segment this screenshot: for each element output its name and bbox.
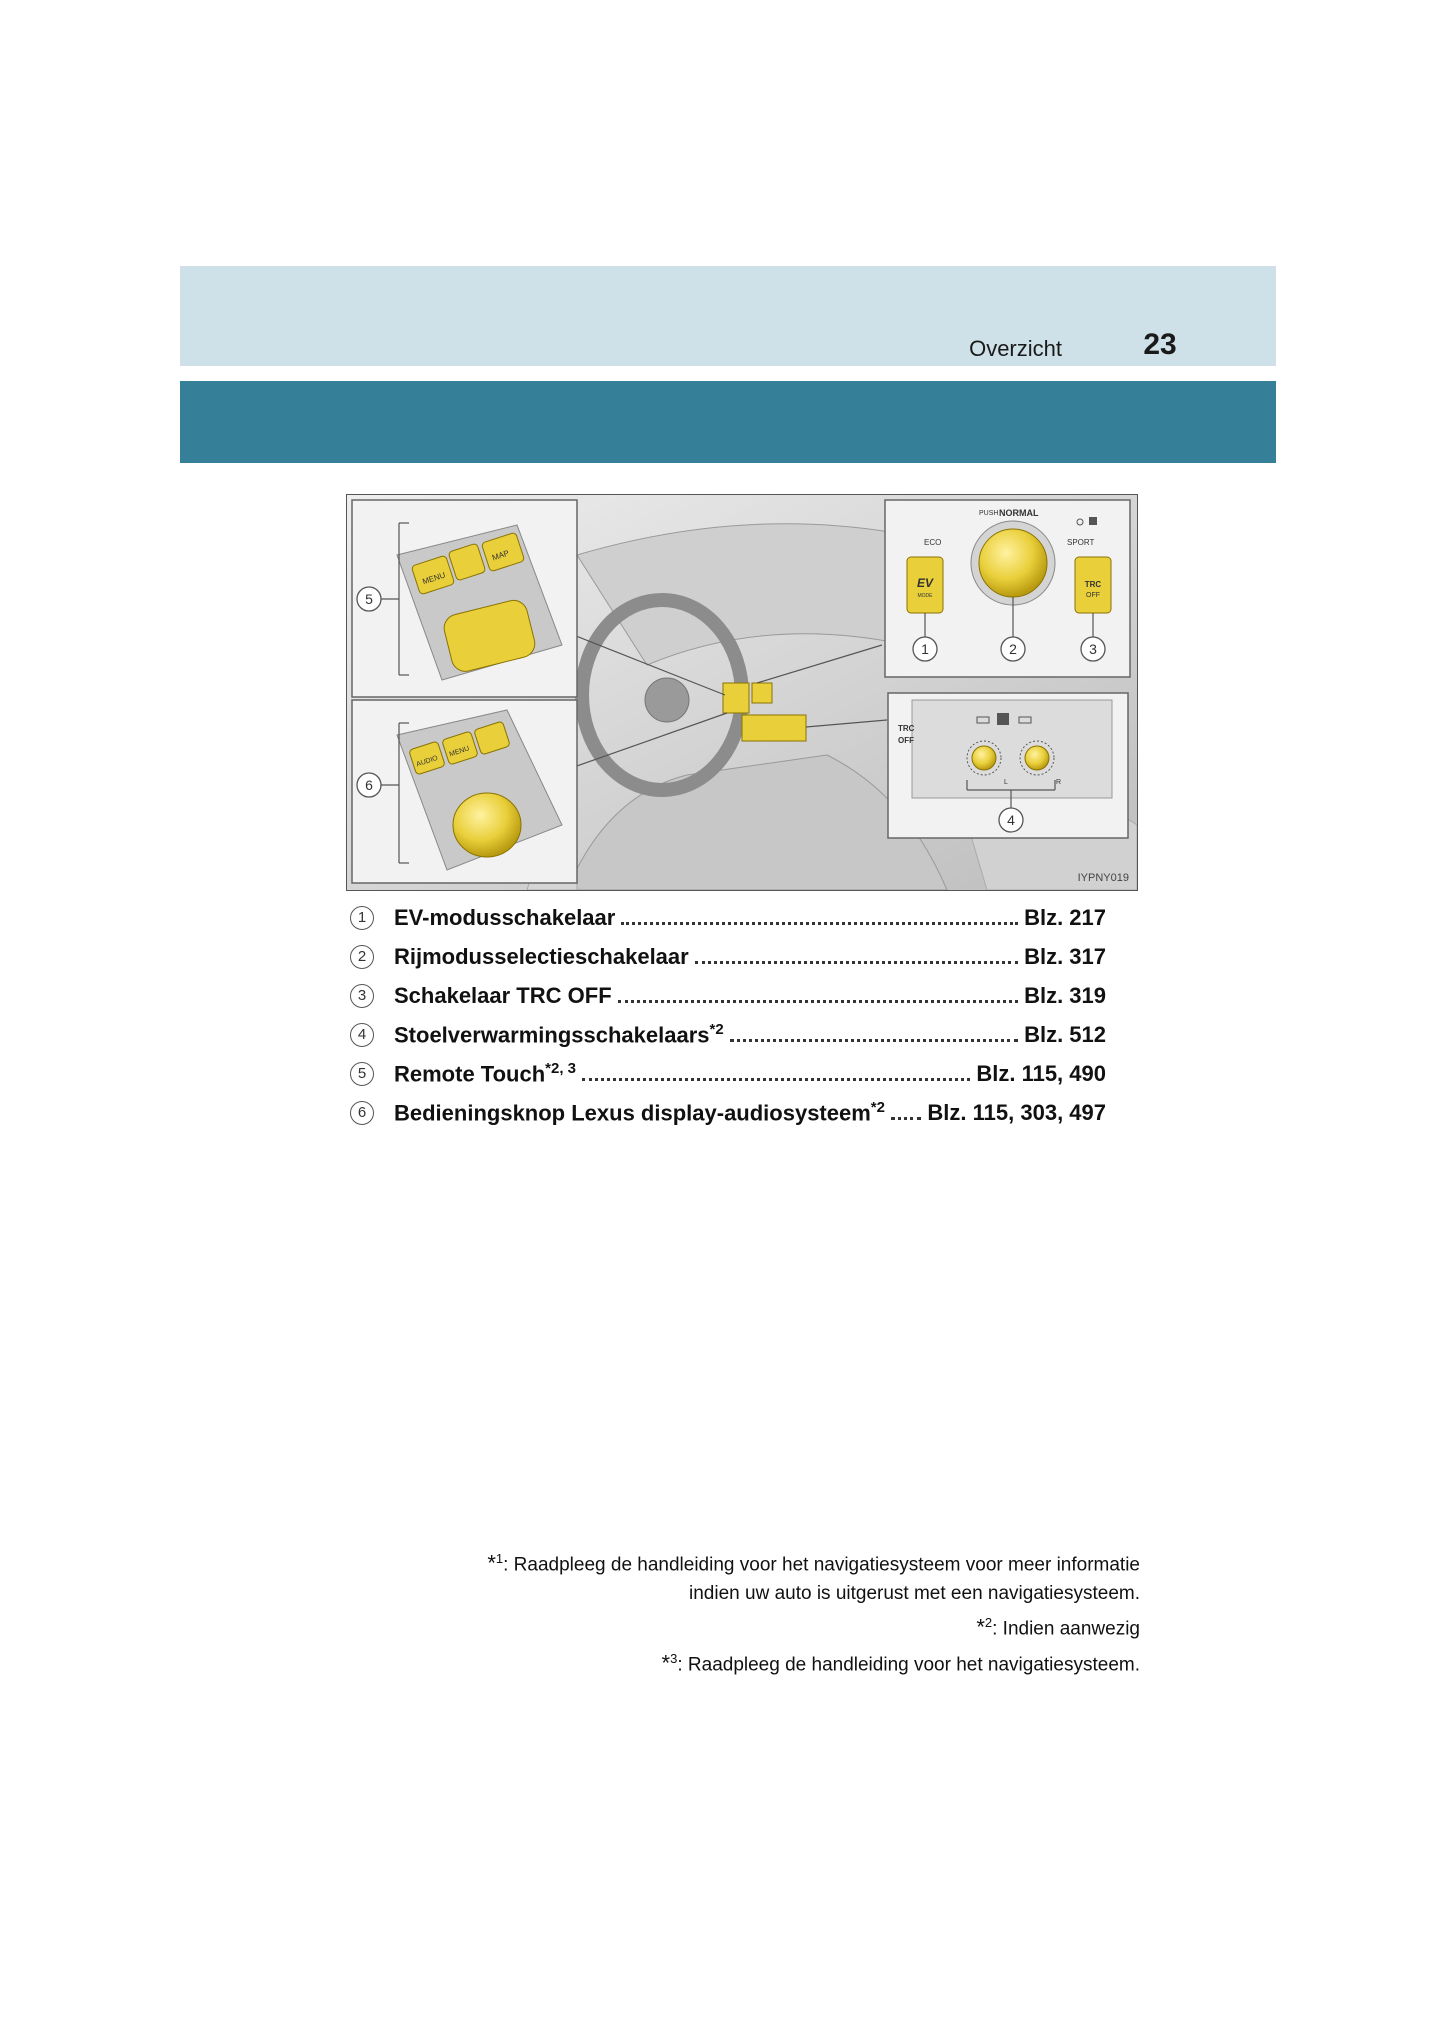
svg-text:MAP: MAP [490, 548, 511, 563]
footnote-number: 3 [670, 1650, 678, 1666]
svg-text:EV: EV [916, 576, 934, 590]
footnote-mark: * [487, 1550, 496, 1576]
footnote-number: 2 [984, 1615, 993, 1631]
reference-item [350, 1093, 1140, 1132]
reference-item [350, 1054, 1140, 1093]
reference-item [350, 1015, 1140, 1054]
page-number: 23 [1143, 328, 1177, 361]
dot-leader [618, 1000, 1018, 1003]
dot-leader [695, 961, 1018, 964]
steering-hub [645, 678, 689, 722]
item-label: Remote Touch$^{*2, 3}$ [394, 1059, 577, 1087]
highlight-console [742, 715, 806, 741]
inset-seat-heaters [888, 693, 1128, 838]
svg-text:6: 6 [365, 777, 373, 793]
reference-list [350, 898, 1140, 1132]
header-divider [180, 366, 1276, 369]
svg-text:MODE: MODE [917, 593, 933, 599]
dot-leader [621, 922, 1018, 925]
footnote-continuation: indien uw auto is uitgerust met een navigatiesysteem. [689, 1583, 1140, 1605]
footnotes [420, 1544, 1140, 1679]
svg-text:2: 2 [1009, 641, 1017, 657]
dot-leader [730, 1039, 1018, 1042]
item-page-ref: Blz. 115, 490 [976, 1060, 1106, 1086]
header-bar [180, 381, 1276, 463]
svg-text:5: 5 [365, 591, 373, 607]
svg-text:R: R [1056, 779, 1062, 786]
svg-text:MENU: MENU [421, 570, 447, 587]
item-page-ref: Blz. 115, 303, 497 [927, 1099, 1106, 1125]
svg-text:ECO: ECO [924, 538, 942, 547]
reference-item [350, 898, 1140, 937]
section-title: Overzicht [969, 336, 1062, 361]
footnote-text: : Raadpleeg de handleiding voor het navigatiesysteem voor meer informatie [503, 1554, 1140, 1576]
svg-text:MENU: MENU [448, 745, 471, 759]
item-footnote-ref: *2 [870, 1098, 885, 1116]
footnote-mark: * [976, 1614, 985, 1640]
inset-remote-touch [352, 500, 577, 697]
reference-item [350, 976, 1140, 1015]
reference-item [350, 937, 1140, 976]
dot-leader [891, 1117, 921, 1120]
item-page-ref: Blz. 217 [1024, 904, 1106, 930]
svg-text:PUSH: PUSH [979, 510, 999, 517]
svg-text:AUDIO: AUDIO [415, 754, 439, 769]
highlight-rt [723, 683, 749, 713]
header-band [180, 266, 1276, 366]
item-number: 6 [350, 1101, 374, 1125]
svg-text:OFF: OFF [898, 736, 914, 745]
inset-drive-mode [885, 500, 1130, 677]
item-number: 2 [350, 945, 374, 969]
dot-leader [582, 1078, 970, 1081]
figure-code: IYPNY019 [1077, 872, 1129, 884]
item-page-ref: Blz. 319 [1024, 982, 1106, 1008]
svg-text:4: 4 [1007, 812, 1015, 828]
footnote [420, 1608, 1140, 1643]
svg-text:OFF: OFF [1086, 592, 1100, 599]
item-label: EV-modusschakelaar [394, 904, 616, 930]
item-page-ref: Blz. 317 [1024, 943, 1106, 969]
footnote [420, 1544, 1140, 1579]
item-number: 5 [350, 1062, 374, 1086]
item-label: Stoelverwarmingsschakelaars$^{*2}$ [394, 1020, 724, 1048]
item-number: 4 [350, 1023, 374, 1047]
svg-text:NORMAL: NORMAL [999, 508, 1039, 518]
highlight-knob [752, 683, 772, 703]
footnote-mark: * [661, 1649, 671, 1675]
footnote-text: : Indien aanwezig [992, 1618, 1140, 1640]
svg-text:TRC: TRC [898, 724, 915, 733]
item-label: Bedieningsknop Lexus display-audiosysteem$^{*2}$ [394, 1098, 885, 1126]
svg-text:SPORT: SPORT [1067, 538, 1095, 547]
item-label: Rijmodusselectieschakelaar [394, 943, 689, 969]
overview-figure [346, 494, 1138, 891]
footnote [420, 1644, 1140, 1679]
item-page-ref: Blz. 512 [1024, 1021, 1106, 1047]
footnote-number: 1 [495, 1551, 504, 1566]
item-label: Schakelaar TRC OFF [394, 982, 612, 1008]
item-footnote-ref: *2, 3 [545, 1059, 577, 1077]
dashboard-illustration [347, 495, 1137, 890]
inset-audio-knob [352, 700, 577, 883]
svg-text:L: L [1004, 779, 1008, 786]
svg-text:1: 1 [921, 641, 929, 657]
footnote-text: : Raadpleeg de handleiding voor het navigatiesysteem. [677, 1653, 1140, 1675]
svg-text:TRC: TRC [1084, 580, 1102, 589]
svg-text:3: 3 [1089, 641, 1097, 657]
item-footnote-ref: *2 [709, 1020, 724, 1038]
item-number: 1 [350, 906, 374, 930]
item-number: 3 [350, 984, 374, 1008]
